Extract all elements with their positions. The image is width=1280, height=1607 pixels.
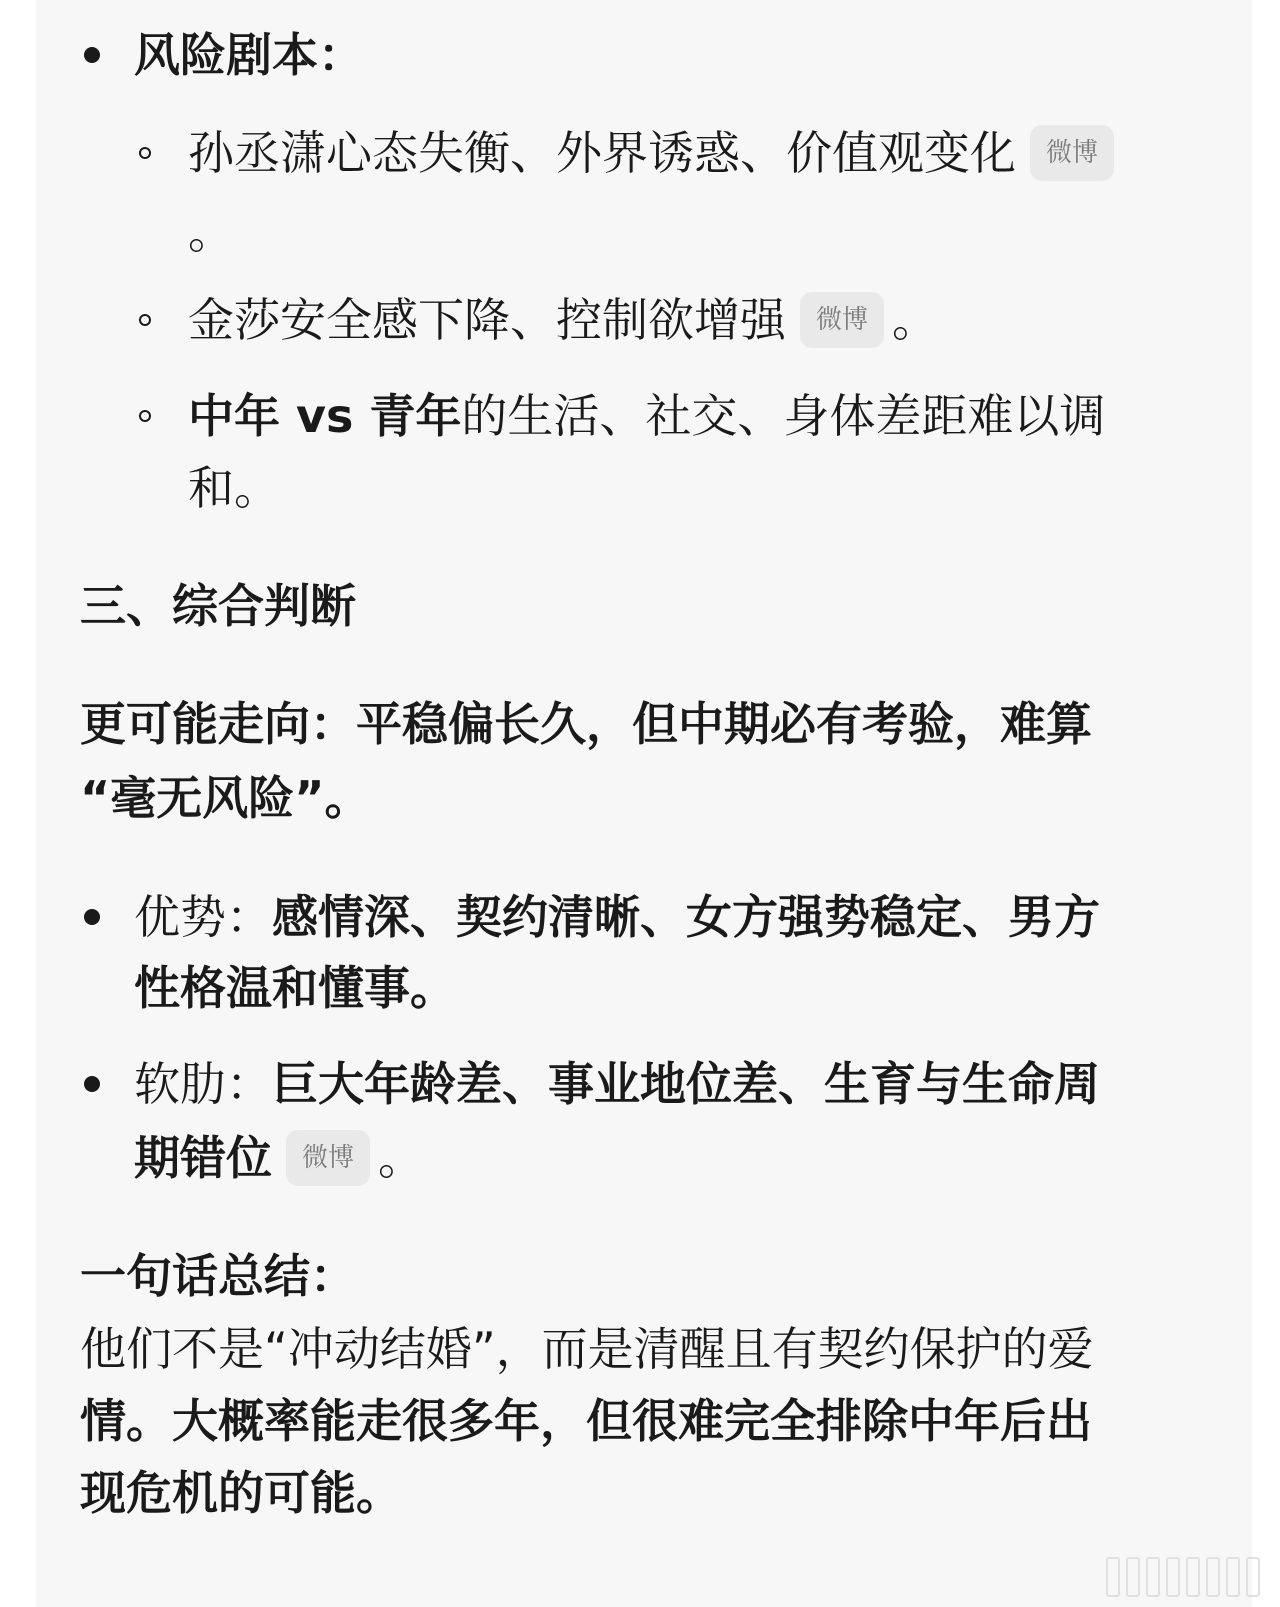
section-heading: 三、综合判断	[80, 579, 356, 633]
risk-item-2	[188, 282, 938, 358]
answer-card	[36, 0, 1252, 1607]
risk-item-2-text: 金莎安全感下降、控制欲增强	[188, 293, 786, 347]
sub-bullet-circle	[139, 314, 151, 326]
bullet-dot	[84, 909, 100, 925]
risk-item-2-end: 。	[892, 293, 939, 347]
pros-label: 优势：	[134, 890, 272, 944]
summary-heading: 一句话总结：	[80, 1249, 356, 1303]
bullet-dot	[84, 1076, 100, 1092]
weibo-source-tag[interactable]: 微博	[1030, 125, 1114, 181]
risk-item-3-bold: 中年 vs 青年	[188, 389, 462, 443]
cons-text-cont: 期错位	[134, 1131, 272, 1185]
weibo-source-tag[interactable]: 微博	[800, 292, 884, 348]
watermark-bars	[1106, 1557, 1260, 1597]
risk-item-1-text: 孙丞潇心态失衡、外界诱惑、价值观变化	[188, 126, 1016, 180]
pros-line-1	[134, 879, 1100, 955]
sub-bullet-circle	[139, 410, 151, 422]
summary-line-1: 他们不是“冲动结婚”，而是清醒且有契约保护的爱	[80, 1322, 1094, 1376]
sub-bullet-circle	[139, 147, 151, 159]
cons-line-1	[134, 1046, 1100, 1122]
summary-line-2: 情。大概率能走很多年，但很难完全排除中年后出	[80, 1394, 1092, 1448]
risk-item-3	[188, 378, 1105, 454]
pros-text: 感情深、契约清晰、女方强势稳定、男方	[272, 890, 1100, 944]
summary-line-3: 现危机的可能。	[80, 1466, 402, 1520]
risk-item-3-text: 的生活、社交、身体差距难以调	[461, 389, 1106, 443]
cons-text: 巨大年龄差、事业地位差、生育与生命周	[272, 1057, 1100, 1111]
risk-item-1-end: 。	[188, 205, 234, 259]
risk-label: 风险剧本：	[134, 28, 364, 82]
conclusion-line-1: 更可能走向：平稳偏长久，但中期必有考验，难算	[80, 697, 1092, 751]
cons-line-2	[134, 1120, 424, 1196]
bullet-dot	[84, 47, 100, 63]
cons-label: 软肋：	[134, 1057, 272, 1111]
risk-item-1	[188, 115, 1122, 191]
conclusion-line-2: “毫无风险”。	[80, 771, 371, 825]
risk-item-3-cont: 和。	[188, 461, 280, 515]
weibo-source-tag[interactable]: 微博	[286, 1130, 370, 1186]
cons-end: 。	[378, 1131, 425, 1185]
pros-line-2: 性格温和懂事。	[134, 961, 456, 1015]
